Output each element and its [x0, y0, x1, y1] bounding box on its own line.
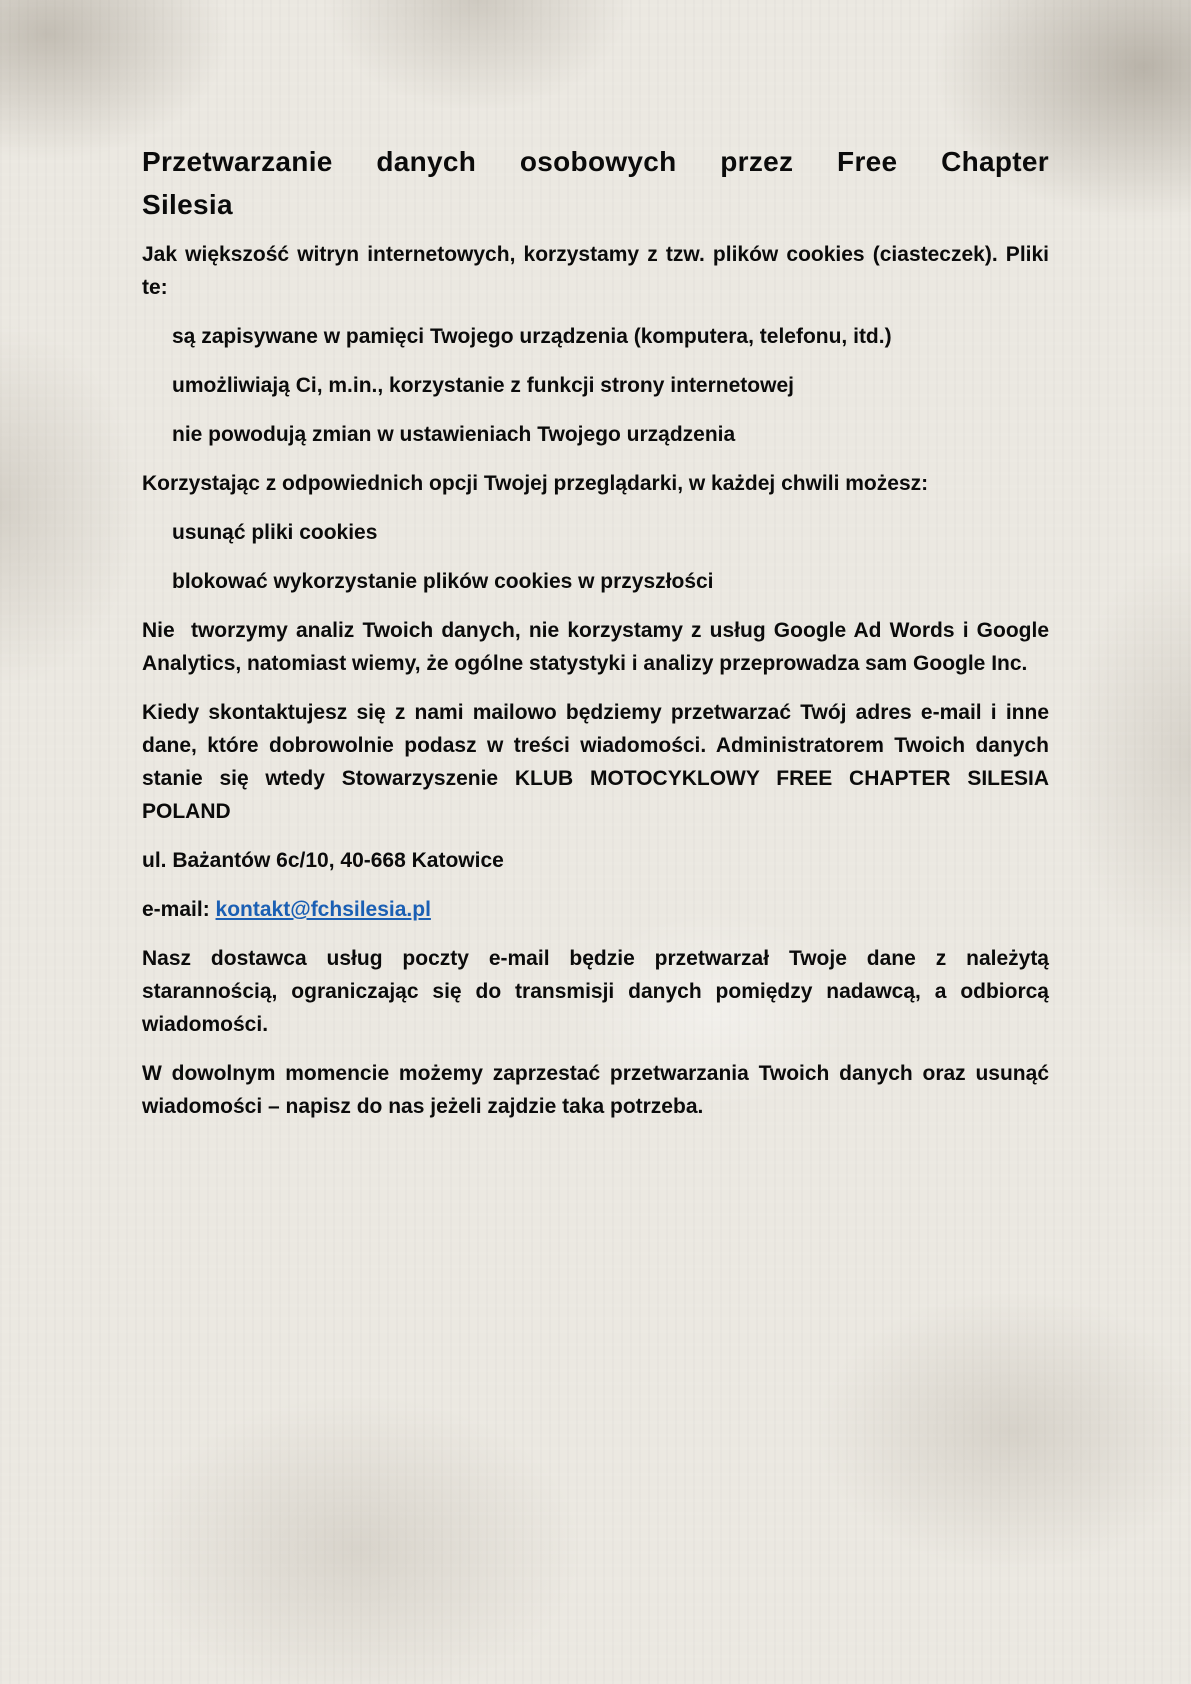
browser-point-block: blokować wykorzystanie plików cookies w przyszłości: [172, 570, 714, 593]
email-label: e-mail:: [142, 898, 216, 921]
cookie-point-functions: umożliwiają Ci, m.in., korzystanie z funkcji strony internetowej: [172, 374, 794, 397]
postal-address: ul. Bażantów 6c/10, 40-668 Katowice: [142, 849, 504, 872]
email-line: [142, 893, 1049, 926]
email-link[interactable]: kontakt@fchsilesia.pl: [215, 898, 431, 921]
contact-paragraph: Kiedy skontaktujesz się z nami mailowo będziemy przetwarzać Twój adres e-mail i inne dane, które dobrowolnie podasz w treści wiadomości. Administratorem Twoich danych stanie się wtedy Stowarzyszenie KLUB MOTOCYKLOWY FREE CHAPTER SILESIA POLAND: [142, 701, 1049, 823]
page-title: Przetwarzanie danych osobowych przez Free Chapter Silesia: [142, 146, 1049, 220]
cookies-intro: Jak większość witryn internetowych, korzystamy z tzw. plików cookies (ciasteczek). Pliki te:: [142, 243, 1049, 299]
closing-paragraph: W dowolnym momencie możemy zaprzestać przetwarzania Twoich danych oraz usunąć wiadomości – napisz do nas jeżeli zajdzie taka potrzeba.: [142, 1062, 1049, 1118]
analytics-paragraph: Nie tworzymy analiz Twoich danych, nie korzystamy z usług Google Ad Words i Google Analytics, natomiast wiemy, że ogólne statystyki i analizy przeprowadza sam Google Inc.: [142, 619, 1055, 675]
browser-options-intro: Korzystając z odpowiednich opcji Twojej przeglądarki, w każdej chwili możesz:: [142, 472, 929, 495]
cookie-point-storage: są zapisywane w pamięci Twojego urządzenia (komputera, telefonu, itd.): [172, 325, 892, 348]
provider-paragraph: Nasz dostawca usług poczty e-mail będzie przetwarzał Twoje dane z należytą starannością, ograniczając się do transmisji danych pomiędzy nadawcą, a odbiorcą wiadomości.: [142, 947, 1049, 1036]
document-body: [142, 140, 1055, 1139]
cookie-point-settings: nie powodują zmian w ustawieniach Twojego urządzenia: [172, 423, 736, 446]
browser-point-delete: usunąć pliki cookies: [172, 521, 378, 544]
